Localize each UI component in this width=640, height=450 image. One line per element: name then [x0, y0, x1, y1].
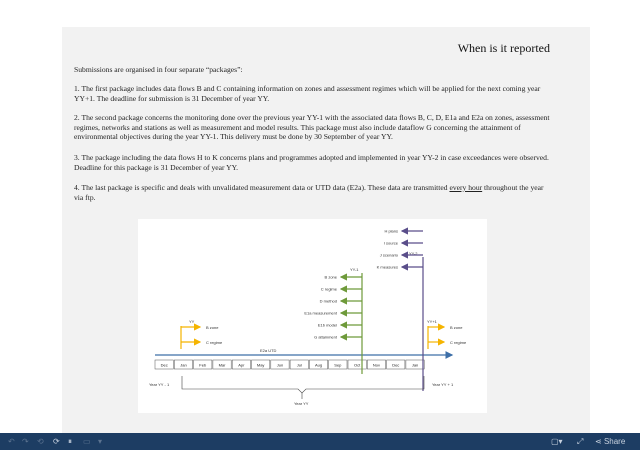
year-next-label: Year YY + 1	[432, 382, 454, 387]
paragraph-package-4	[74, 183, 550, 202]
year-bracket	[182, 384, 424, 393]
yyp1-b-zone-label: B zone	[450, 325, 463, 330]
yy1-item-label: D method	[319, 298, 337, 304]
timeline-svg	[138, 219, 487, 413]
month-label: Oct	[354, 362, 361, 368]
yyp1-label: YY+1	[427, 319, 437, 324]
paragraph-package-1: 1. The first package includes data flows B and C containing information on zones and assessment regimes which will be applied for the next coming year YY+1. The deadline for submission is 31 December of year YY.	[74, 84, 541, 103]
pause-icon[interactable]: ⏸	[68, 437, 72, 446]
yy1-item-label: B zone	[324, 274, 337, 280]
every-hour-link[interactable]: every hour	[449, 183, 483, 192]
yy2-item-label: K measures	[376, 264, 398, 270]
yy2-item-label: J scenario	[379, 252, 398, 258]
yy1-label: YY-1	[350, 267, 359, 272]
paragraph-4-text: 4. The last package is specific and deals with unvalidated measurement data or UTD data (E2a). These data are transmitted	[74, 183, 450, 192]
share-label: Share	[603, 437, 626, 446]
year-prev-label: Year YY - 1	[149, 382, 170, 387]
month-label: May	[256, 362, 265, 368]
device-icon[interactable]: ▭	[83, 437, 91, 446]
yy2-arrows	[377, 229, 423, 270]
yy-b-zone-label: B zone	[206, 325, 219, 330]
document-page	[62, 27, 590, 433]
month-label: Dec	[392, 362, 400, 368]
yy1-item-label: G attainment	[314, 334, 337, 340]
yyp1-c-regime-label: C regime	[450, 340, 467, 345]
share-icon: ⋖	[595, 437, 602, 446]
paragraph-package-3: 3. The package including the data flows H to K concerns plans and programmes adopted and implemented in year YY-2 in case exceedances were observed. Deadline for this package is 31 December of year YY.	[74, 153, 549, 172]
device-chevron-icon[interactable]: ▾	[98, 437, 103, 446]
yy2-item-label: I source	[383, 240, 398, 246]
yy1-item-label: E1a measurement	[304, 310, 337, 316]
yy1-item-label: C regime	[320, 286, 337, 292]
month-label: Jul	[296, 362, 302, 368]
redo-icon[interactable]: ↷	[22, 437, 29, 446]
yy1-item-label: E1b model	[317, 322, 337, 328]
fullscreen-icon[interactable]: ⤢	[577, 437, 584, 446]
yy2-label: YY-2	[409, 251, 418, 256]
revert-icon[interactable]: ⟲	[37, 437, 44, 446]
comment-icon[interactable]: ▢▾	[551, 437, 563, 446]
yy2-item-label: H plans	[384, 228, 398, 234]
share-button[interactable]	[595, 436, 625, 447]
month-label: Jun	[276, 362, 284, 368]
month-label: Jan	[411, 362, 419, 368]
month-label: Feb	[199, 362, 207, 368]
intro-paragraph: Submissions are organised in four separate “packages”:	[74, 65, 243, 74]
undo-icon[interactable]: ↶	[8, 437, 15, 446]
month-label: Nov	[372, 362, 381, 368]
month-label: Mar	[218, 362, 226, 368]
bottom-toolbar	[0, 433, 640, 450]
month-label: Aug	[314, 362, 323, 368]
month-label: Apr	[238, 362, 245, 368]
month-label: Jan	[180, 362, 187, 368]
year-current-label: Year YY	[294, 401, 309, 406]
month-row	[155, 360, 424, 369]
yy1-arrows	[304, 275, 362, 340]
month-label: Sep	[334, 362, 342, 368]
yy-label: YY	[189, 319, 195, 324]
yy-c-regime-label: C regime	[206, 340, 223, 345]
timeline-figure	[138, 219, 487, 413]
paragraph-package-2: 2. The second package concerns the monitoring done over the previous year YY-1 with the associated data flows B, C, D, E1a and E2a on zones, assessment regimes, networks and stations as well as measurement and model results. This package must also include dataflow G concerning the attainment of environmental objectives during the year YY-1. This delivery must be done by 30 September of year YY.	[74, 113, 550, 142]
e2a-label: E2a UTD	[260, 348, 277, 353]
page-title: When is it reported	[457, 41, 550, 55]
refresh-icon[interactable]: ⟳	[53, 437, 60, 446]
paragraph-4-text-end: throughout the year via ftp.	[74, 183, 544, 202]
month-label: Dec	[160, 362, 168, 368]
